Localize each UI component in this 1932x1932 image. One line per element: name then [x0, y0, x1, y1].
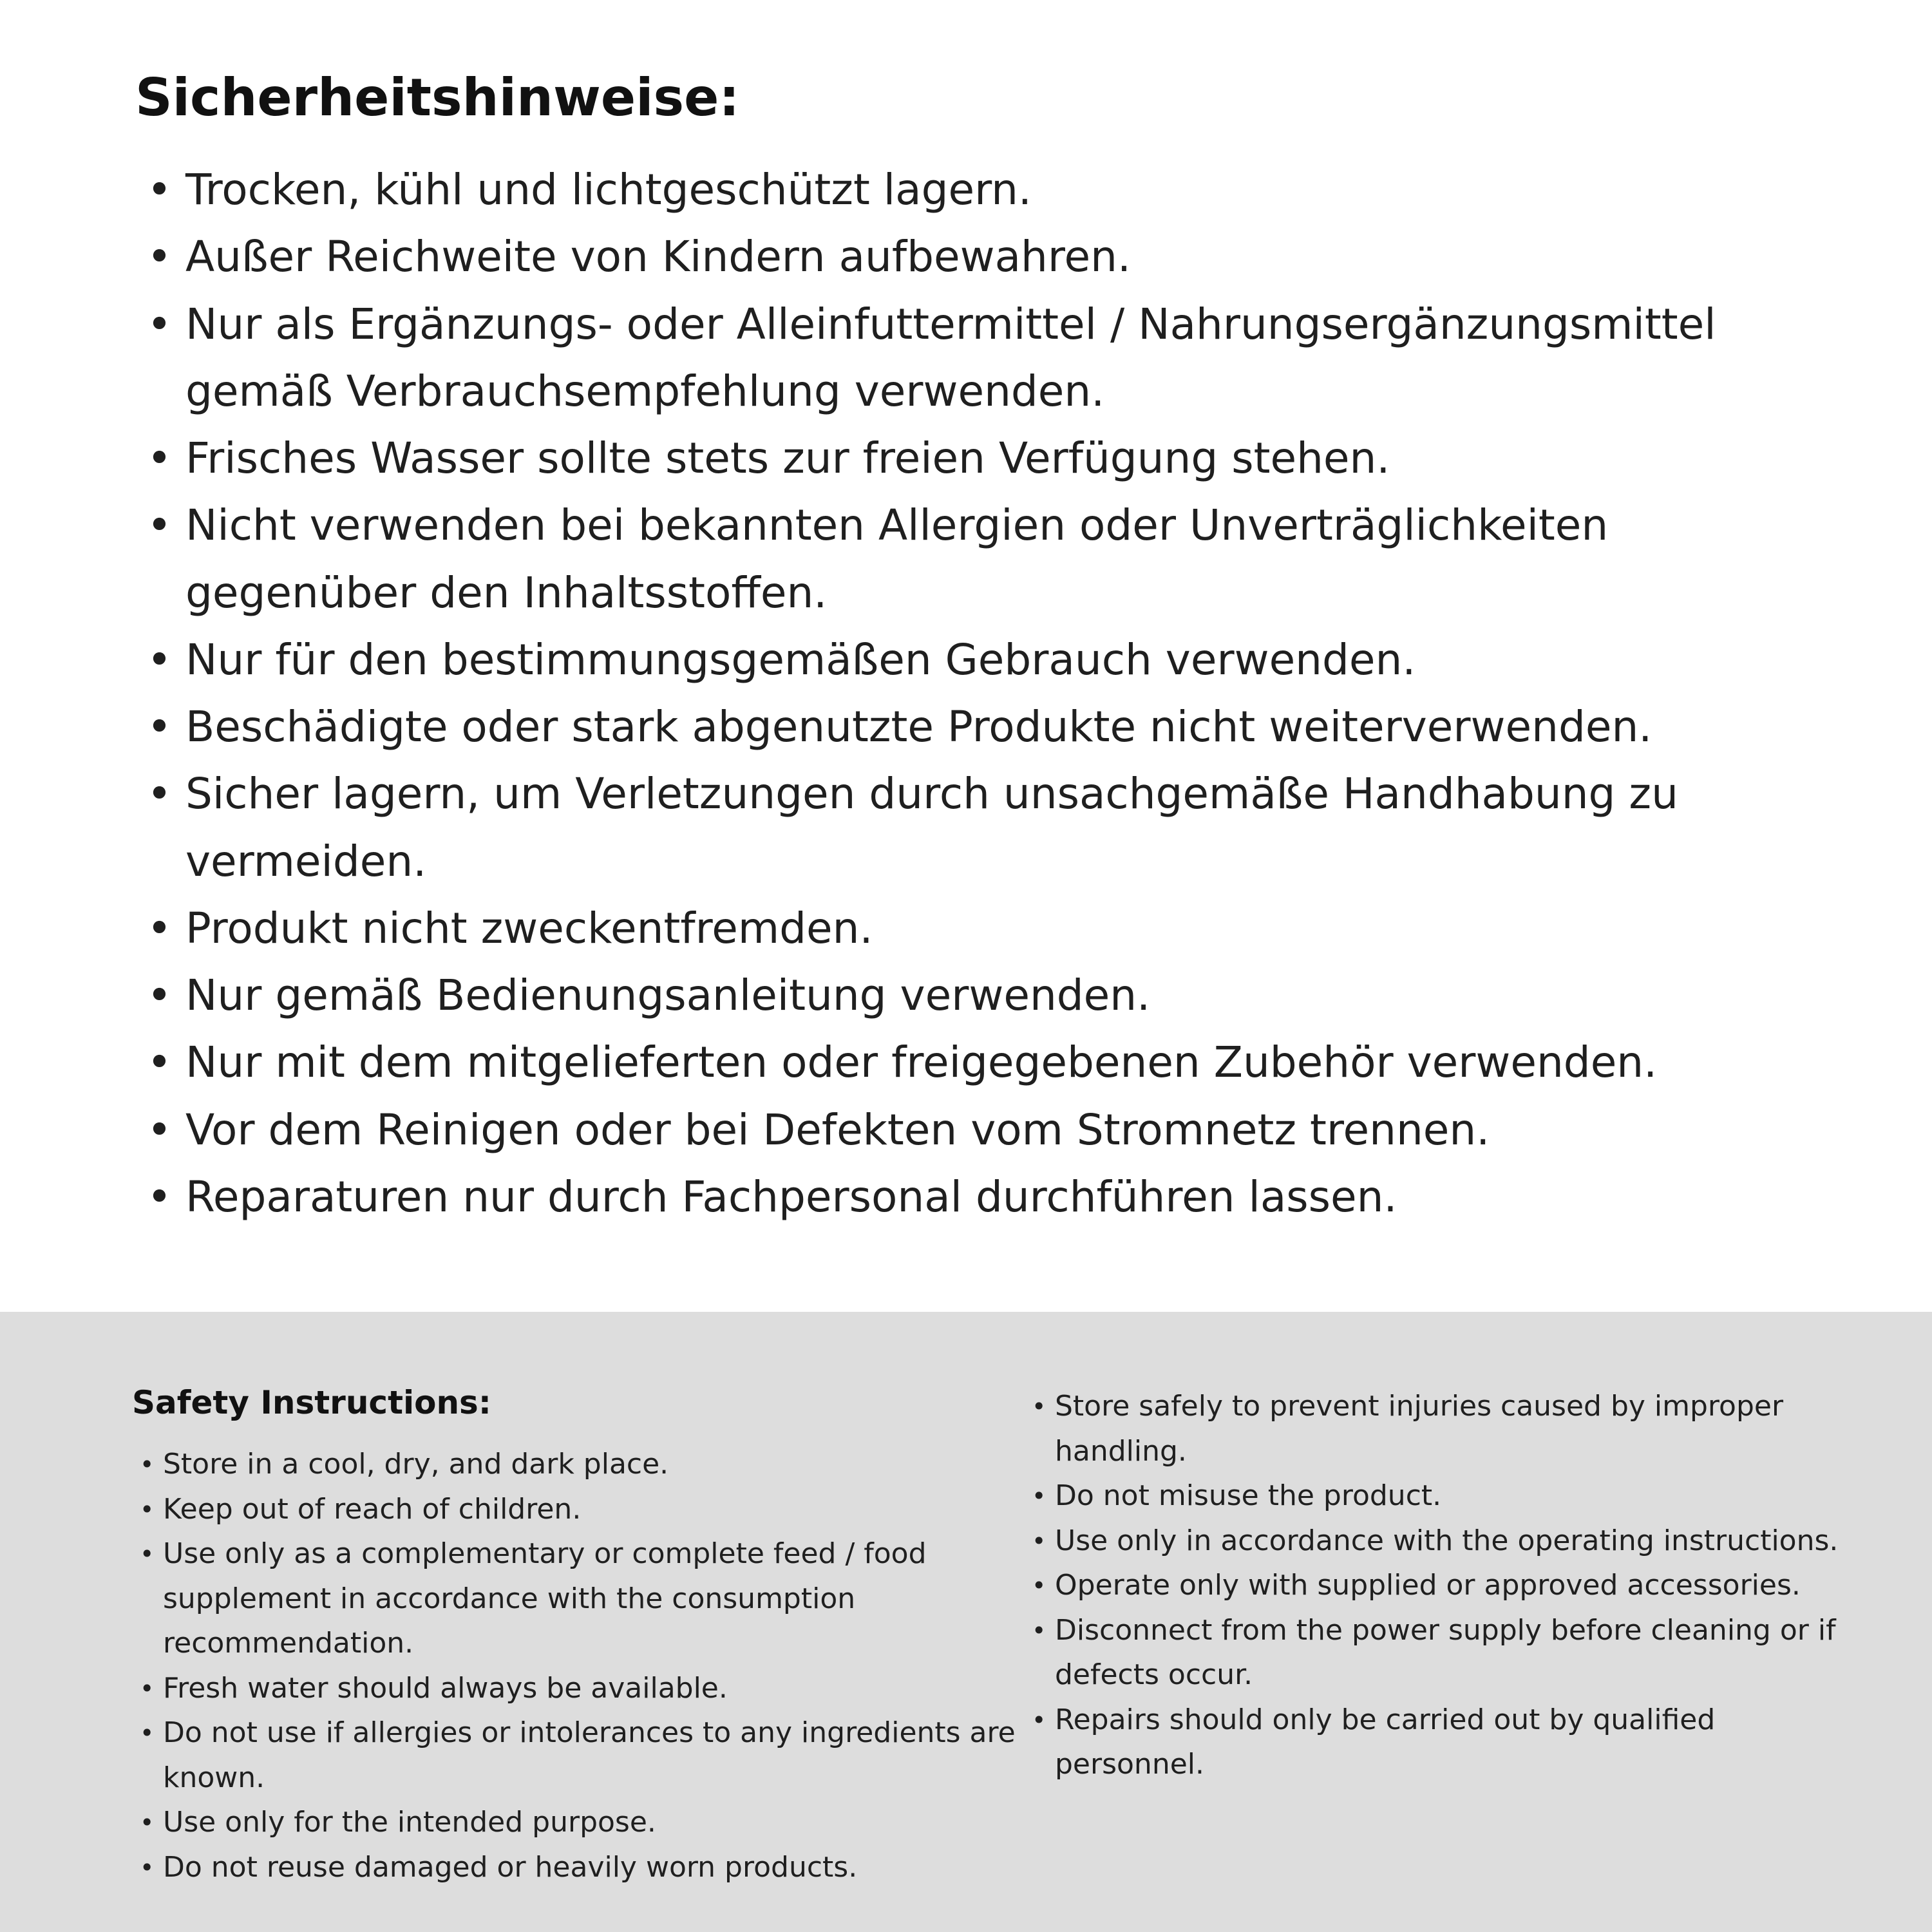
list-item: • Reparaturen nur durch Fachpersonal durchführen lassen. [135, 1164, 1810, 1231]
german-instructions-list [135, 156, 1810, 1231]
list-item: • Operate only with supplied or approved accessories. [1024, 1563, 1855, 1608]
english-instructions-list-right [1024, 1384, 1855, 1787]
list-item: • Use only as a complementary or complete feed / food supplement in accordance with the consumption recommendation. [132, 1531, 1021, 1666]
list-item: • Store in a cool, dry, and dark place. [132, 1442, 1021, 1487]
list-item: • Außer Reichweite von Kindern aufbewahren. [135, 223, 1810, 290]
list-item: • Trocken, kühl und lichtgeschützt lagern. [135, 156, 1810, 223]
german-section-title: Sicherheitshinweise: [135, 68, 740, 128]
list-item: • Keep out of reach of children. [132, 1487, 1021, 1532]
list-item: • Use only in accordance with the operating instructions. [1024, 1519, 1855, 1564]
english-section [0, 1312, 1932, 1932]
list-item: • Vor dem Reinigen oder bei Defekten vom Stromnetz trennen. [135, 1097, 1810, 1164]
list-item: • Repairs should only be carried out by qualified personnel. [1024, 1698, 1855, 1787]
list-item: • Do not use if allergies or intolerances to any ingredients are known. [132, 1710, 1021, 1800]
list-item: • Nicht verwenden bei bekannten Allergien oder Unverträglichkeiten gegenüber den Inhaltsstoffen. [135, 492, 1810, 627]
list-item: • Use only for the intended purpose. [132, 1800, 1021, 1845]
list-item: • Nur für den bestimmungsgemäßen Gebrauch verwenden. [135, 627, 1810, 694]
list-item: • Produkt nicht zweckentfremden. [135, 895, 1810, 962]
english-section-title: Safety Instructions: [132, 1384, 491, 1421]
english-instructions-list-left [132, 1442, 1021, 1889]
list-item: • Do not reuse damaged or heavily worn products. [132, 1845, 1021, 1890]
list-item: • Beschädigte oder stark abgenutzte Produkte nicht weiterverwenden. [135, 694, 1810, 761]
list-item: • Sicher lagern, um Verletzungen durch unsachgemäße Handhabung zu vermeiden. [135, 761, 1810, 895]
list-item: • Do not misuse the product. [1024, 1473, 1855, 1519]
english-left-column [132, 1384, 1021, 1932]
list-item: • Nur als Ergänzungs- oder Alleinfuttermittel / Nahrungsergänzungsmittel gemäß Verbrauchsempfehlung verwenden. [135, 291, 1810, 426]
list-item: • Nur mit dem mitgelieferten oder freigegebenen Zubehör verwenden. [135, 1029, 1810, 1096]
english-right-column [1024, 1384, 1855, 1932]
list-item: • Nur gemäß Bedienungsanleitung verwenden. [135, 962, 1810, 1029]
list-item: • Frisches Wasser sollte stets zur freien Verfügung stehen. [135, 425, 1810, 492]
list-item: • Disconnect from the power supply before cleaning or if defects occur. [1024, 1608, 1855, 1698]
list-item: • Store safely to prevent injuries caused by improper handling. [1024, 1384, 1855, 1473]
list-item: • Fresh water should always be available. [132, 1666, 1021, 1711]
